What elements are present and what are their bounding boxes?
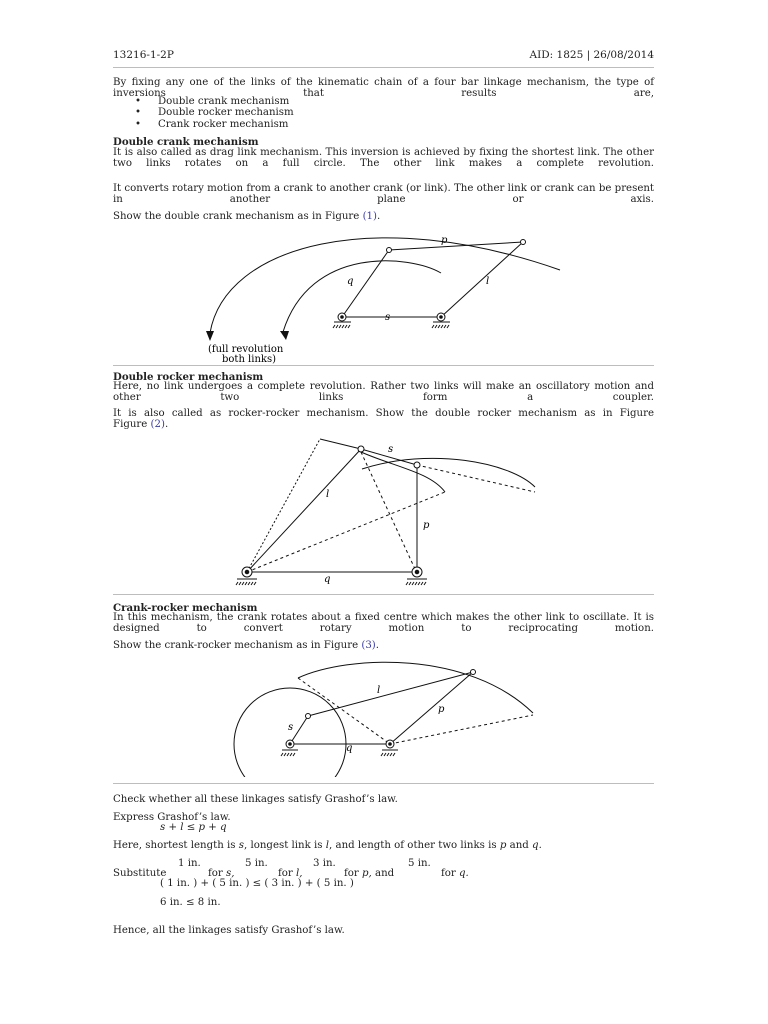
figure-3-link[interactable]: (3) [361, 640, 376, 651]
double-rocker-heading: Double rocker mechanism [113, 371, 264, 383]
aid-date: AID: 1825 | 26/08/2014 [529, 49, 654, 61]
double-crank-heading: Double crank mechanism [113, 136, 259, 148]
result-inequality: 6 in. ≤ 8 in. [160, 897, 221, 908]
link-l-label: l [326, 489, 330, 500]
double-crank-p1: It is also called as drag link mechanism. This inversion is achieved by fixing the shortest link. The other two links rotates on a full circle. The other link makes a complete revolution. [113, 147, 654, 169]
double-rocker-p2: It is also called as rocker-rocker mechanism. Show the double rocker mechanism as in Figure [113, 408, 654, 419]
figure-2-reference: Figure (2). [113, 419, 169, 430]
link-l-label: l [377, 685, 381, 696]
link-definition: Here, shortest length is s, longest link is l, and length of other two links is p and q. [113, 840, 542, 851]
grashof-check: Check whether all these linkages satisfy Grashof’s law. [113, 794, 398, 805]
figure-1-reference: Show the double crank mechanism as in Figure (1). [113, 211, 381, 222]
value-p: 3 in. [313, 858, 336, 869]
intro-text: By fixing any one of the links of the kinematic chain of a four bar linkage mechanism, the type of inversions that results are, [113, 77, 654, 99]
list-item: • Double crank mechanism [113, 96, 294, 107]
figure-2-link[interactable]: (2) [150, 419, 165, 430]
double-crank-figure [195, 225, 575, 365]
link-l-label: l [486, 276, 490, 287]
grashof-formula: s + l ≤ p + q [160, 822, 227, 833]
crank-rocker-heading: Crank-rocker mechanism [113, 602, 258, 614]
section-rule [113, 365, 654, 366]
list-item: • Crank rocker mechanism [113, 119, 294, 130]
header-rule [113, 67, 654, 68]
crank-rocker-p1: In this mechanism, the crank rotates about a fixed centre which makes the other link to oscillate. It is designed to convert rotary motion to reciprocating motion. [113, 612, 654, 634]
conclusion: Hence, all the linkages satisfy Grashof’s law. [113, 925, 345, 936]
link-s-label: s [288, 722, 294, 733]
substitute-p: for p, and [344, 868, 395, 879]
double-rocker-p1: Here, no link undergoes a complete revolution. Rather two links will make an oscillatory motion and other two links form a coupler. [113, 381, 654, 403]
link-p-label: p [423, 520, 430, 531]
substitute-l: for l, [278, 868, 303, 879]
double-rocker-figure [230, 432, 550, 590]
section-rule [113, 783, 654, 784]
link-p-label: p [438, 704, 445, 715]
link-q-label: q [346, 743, 353, 754]
caption-line-2: both links) [222, 354, 276, 365]
doc-id: 13216-1-2P [113, 49, 174, 61]
figure-1-link[interactable]: (1) [362, 211, 377, 222]
caption-line-1: (full revolution [208, 344, 284, 355]
link-p-label: p [441, 235, 448, 246]
double-crank-p2: It converts rotary motion from a crank to another crank (or link). The other link or crank can be present in another plane or axis. [113, 183, 654, 205]
link-q-label: q [324, 574, 331, 585]
value-s: 1 in. [178, 858, 201, 869]
list-item: • Double rocker mechanism [113, 107, 294, 118]
substitute-s: for s, [208, 868, 235, 879]
link-q-label: q [347, 276, 354, 287]
value-q: 5 in. [408, 858, 431, 869]
crank-rocker-figure [228, 655, 540, 777]
substituted-inequality: ( 1 in. ) + ( 5 in. ) ≤ ( 3 in. ) + ( 5 in. ) [160, 878, 354, 889]
grashof-express: Express Grashof’s law. [113, 812, 231, 823]
figure-3-reference: Show the crank-rocker mechanism as in Figure (3). [113, 640, 380, 651]
link-s-label: s [385, 312, 391, 323]
section-rule [113, 594, 654, 595]
value-l: 5 in. [245, 858, 268, 869]
link-s-label: s [388, 444, 394, 455]
substitute-word: Substitute [113, 868, 167, 879]
inversion-list [113, 96, 294, 130]
substitute-q: for q. [441, 868, 469, 879]
